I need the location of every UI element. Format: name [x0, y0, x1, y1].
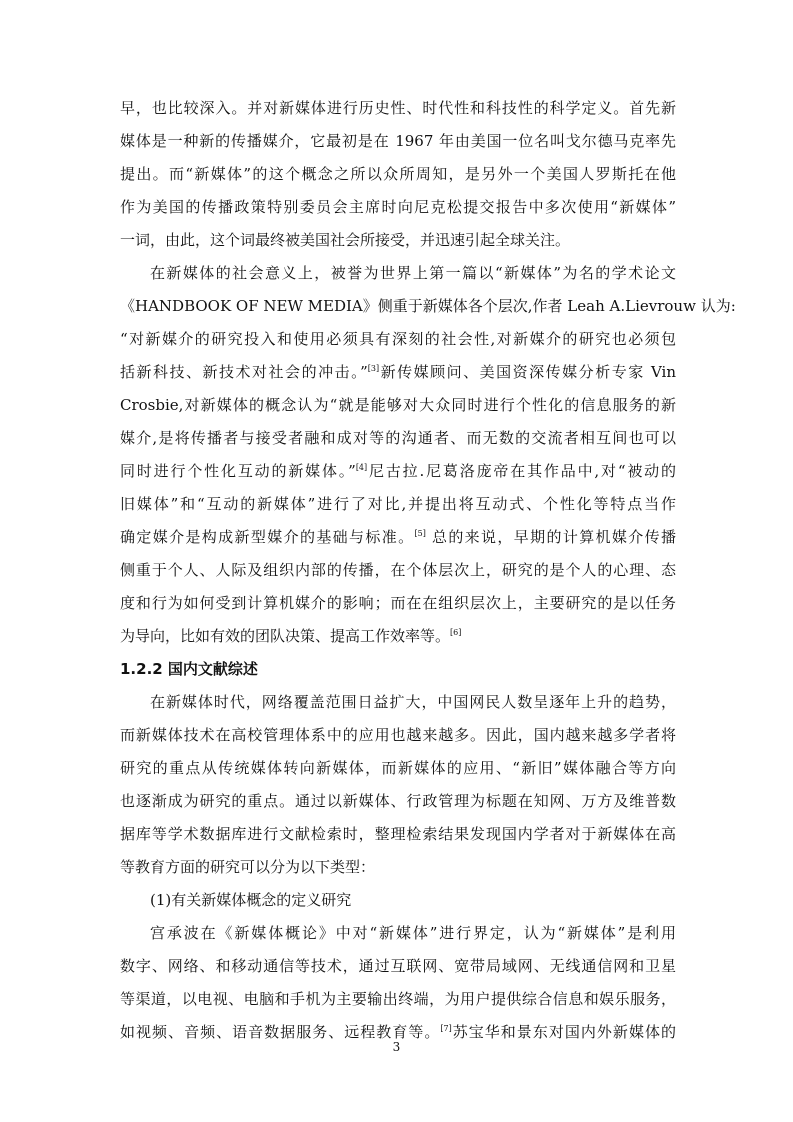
text-line: Crosbie,对新媒体的概念认为“就是能够对大众同时进行个性化的信息服务的新 [120, 396, 676, 414]
text-line: 早，也比较深入。并对新媒体进行历史性、时代性和科技性的科学定义。首先新 [120, 99, 676, 117]
text-line: 数字、网络、和移动通信等技术，通过互联网、宽带局域网、无线通信网和卫星 [120, 957, 676, 975]
text-line: 宫承波在《新媒体概论》中对“新媒体”进行界定，认为“新媒体”是利用 [150, 924, 676, 942]
text-line [120, 620, 676, 653]
text-line: 而新媒体技术在高校管理体系中的应用也越来越多。因此，国内越来越多学者将 [120, 726, 676, 744]
citation-ref: [3] [367, 364, 380, 373]
text-line: 旧媒体”和“互动的新媒体”进行了对比,并提出将互动式、个性化等特点当作 [120, 495, 676, 513]
text-segment: 如视频、音频、语音数据服务、远程教育等。 [120, 1023, 441, 1041]
text-line: 侧重于个人、人际及组织内部的传播，在个体层次上，研究的是个人的心理、态 [120, 561, 676, 579]
section-heading: 1.2.2 国内文献综述 [120, 660, 258, 678]
text-line: 等渠道，以电视、电脑和手机为主要输出终端，为用户提供综合信息和娱乐服务， [120, 990, 676, 1008]
text-line: 媒介,是将传播者与接受者融和成对等的沟通者、而无数的交流者相互间也可以 [120, 429, 676, 447]
text-segment: 苏宝华和景东对国内外新媒体的 [451, 1023, 676, 1041]
citation-ref: [5] [414, 529, 426, 538]
text-line: 《HANDBOOK OF NEW MEDIA》侧重于新媒体各个层次,作者 Leah A.Lievrouw 认为: [120, 297, 736, 315]
text-line [120, 356, 676, 389]
body-text [120, 92, 736, 1049]
text-line: 作为美国的传播政策特别委员会主席时向尼克松提交报告中多次使用“新媒体” [120, 198, 676, 216]
text-segment: 括新科技、新技术对社会的冲击。” [120, 363, 368, 381]
text-line: 一词，由此，这个词最终被美国社会所接受，并迅速引起全球关注。 [120, 231, 571, 249]
text-line: 据库等学术数据库进行文献检索时，整理检索结果发现国内学者对于新媒体在高 [120, 825, 676, 843]
text-line: 度和行为如何受到计算机媒介的影响；而在在组织层次上，主要研究的是以任务 [120, 594, 676, 612]
text-segment: 总的来说，早期的计算机媒介传播 [425, 528, 676, 546]
text-segment: 新传媒顾问、美国资深传媒分析专家 Vin [379, 363, 677, 381]
text-line: 也逐渐成为研究的重点。通过以新媒体、行政管理为标题在知网、万方及维普数 [120, 792, 676, 810]
text-segment: 同时进行个性化互动的新媒体。” [120, 462, 356, 480]
text-line: 媒体是一种新的传播媒介，它最初是在 1967 年由美国一位名叫戈尔德马克率先 [120, 132, 676, 150]
text-segment: 尼古拉.尼葛洛庞帝在其作品中,对“被动的 [367, 462, 676, 480]
text-line: “对新媒介的研究投入和使用必须具有深刻的社会性,对新媒介的研究也必须包 [120, 330, 676, 348]
text-segment: 为导向，比如有效的团队决策、提高工作效率等。 [120, 627, 451, 645]
text-line [120, 455, 676, 488]
text-line [120, 521, 676, 554]
text-line: 在新媒体的社会意义上，被誉为世界上第一篇以“新媒体”为名的学术论文 [150, 264, 676, 282]
page-number: 3 [392, 1040, 401, 1054]
text-line: (1)有关新媒体概念的定义研究 [150, 891, 352, 909]
text-line: 研究的重点从传统媒体转向新媒体，而新媒体的应用、“新旧”媒体融合等方向 [120, 759, 676, 777]
citation-ref: [4] [355, 463, 368, 472]
text-line: 等教育方面的研究可以分为以下类型： [120, 858, 376, 876]
text-line: 在新媒体时代，网络覆盖范围日益扩大，中国网民人数呈逐年上升的趋势， [150, 693, 676, 711]
citation-ref: [7] [440, 1024, 452, 1033]
text-segment: 确定媒介是构成新型媒介的基础与标准。 [120, 528, 415, 546]
text-line: 提出。而“新媒体”的这个概念之所以众所周知，是另外一个美国人罗斯托在他 [120, 165, 676, 183]
citation-ref: [6] [450, 628, 462, 637]
